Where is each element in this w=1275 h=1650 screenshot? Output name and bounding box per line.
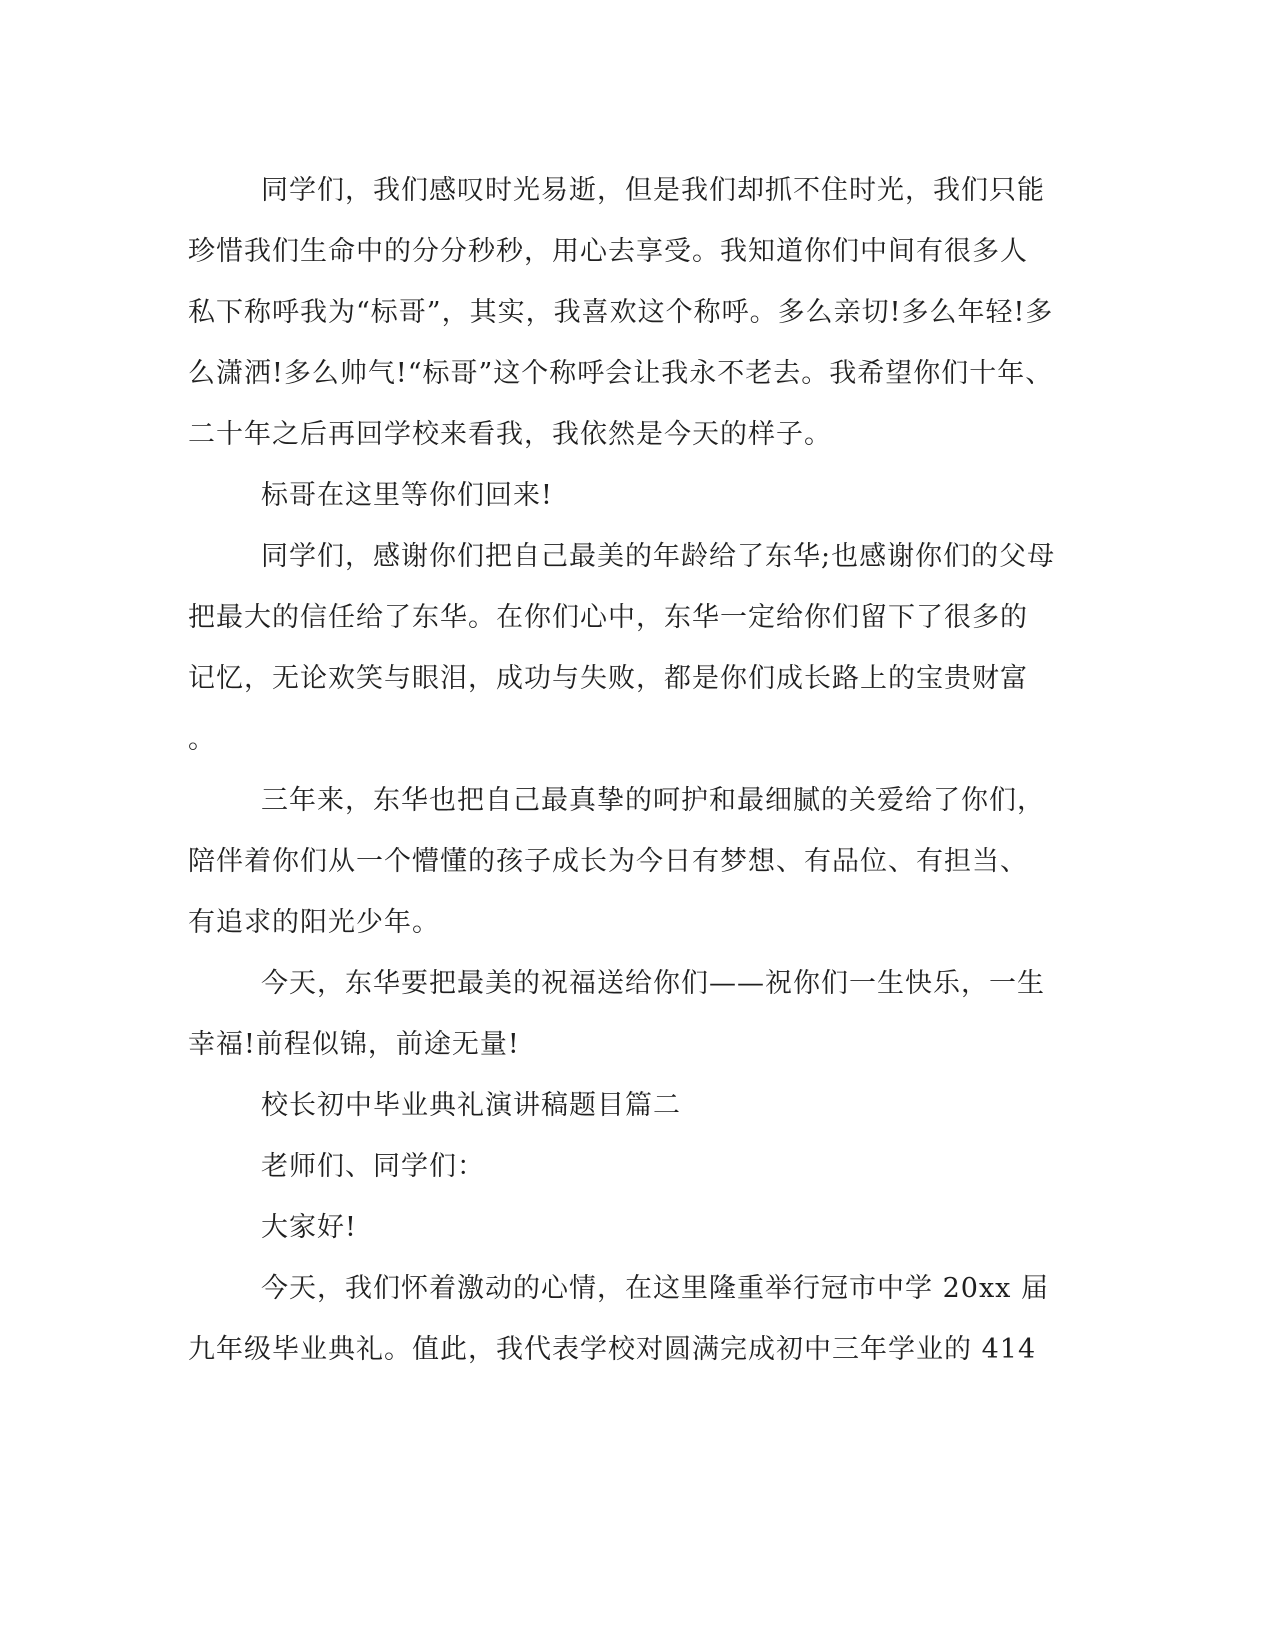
text-line: 珍惜我们生命中的分分秒秒，用心去享受。我知道你们中间有很多人	[188, 236, 1028, 267]
paragraph	[188, 953, 1088, 1075]
text-line: 把最大的信任给了东华。在你们心中，东华一定给你们留下了很多的	[188, 602, 1028, 633]
text-line: 标哥在这里等你们回来!	[261, 480, 553, 511]
text-line: 校长初中毕业典礼演讲稿题目篇二	[261, 1090, 681, 1121]
greeting	[188, 1197, 1088, 1258]
text-line: 同学们，我们感叹时光易逝，但是我们却抓不住时光，我们只能	[261, 175, 1045, 206]
text-line: 今天，我们怀着激动的心情，在这里隆重举行冠市中学 20xx 届	[261, 1273, 1049, 1304]
text-line: 私下称呼我为“标哥”，其实，我喜欢这个称呼。多么亲切!多么年轻!多	[188, 297, 1054, 328]
text-line: 记忆，无论欢笑与眼泪，成功与失败，都是你们成长路上的宝贵财富	[188, 663, 1028, 694]
text-line: 么潇洒!多么帅气!“标哥”这个称呼会让我永不老去。我希望你们十年、	[188, 358, 1054, 389]
paragraph	[188, 770, 1088, 953]
text-line: 大家好!	[261, 1212, 357, 1243]
text-line: 。	[188, 724, 216, 755]
text-line: 同学们，感谢你们把自己最美的年龄给了东华;也感谢你们的父母	[261, 541, 1056, 572]
paragraph	[188, 1258, 1088, 1380]
text-line: 幸福!前程似锦，前途无量!	[188, 1029, 520, 1060]
text-line: 陪伴着你们从一个懵懂的孩子成长为今日有梦想、有品位、有担当、	[188, 846, 1028, 877]
text-line: 今天，东华要把最美的祝福送给你们——祝你们一生快乐，一生	[261, 968, 1045, 999]
text-line: 二十年之后再回学校来看我，我依然是今天的样子。	[188, 419, 832, 450]
section-heading	[188, 1075, 1088, 1136]
paragraph	[188, 465, 1088, 526]
text-line: 有追求的阳光少年。	[188, 907, 440, 938]
paragraph	[188, 526, 1088, 770]
text-line: 老师们、同学们：	[261, 1151, 485, 1182]
document-body	[188, 160, 1088, 1380]
text-line: 三年来，东华也把自己最真挚的呵护和最细腻的关爱给了你们，	[261, 785, 1045, 816]
paragraph	[188, 160, 1088, 465]
salutation	[188, 1136, 1088, 1197]
text-line: 九年级毕业典礼。值此，我代表学校对圆满完成初中三年学业的 414	[188, 1334, 1037, 1365]
